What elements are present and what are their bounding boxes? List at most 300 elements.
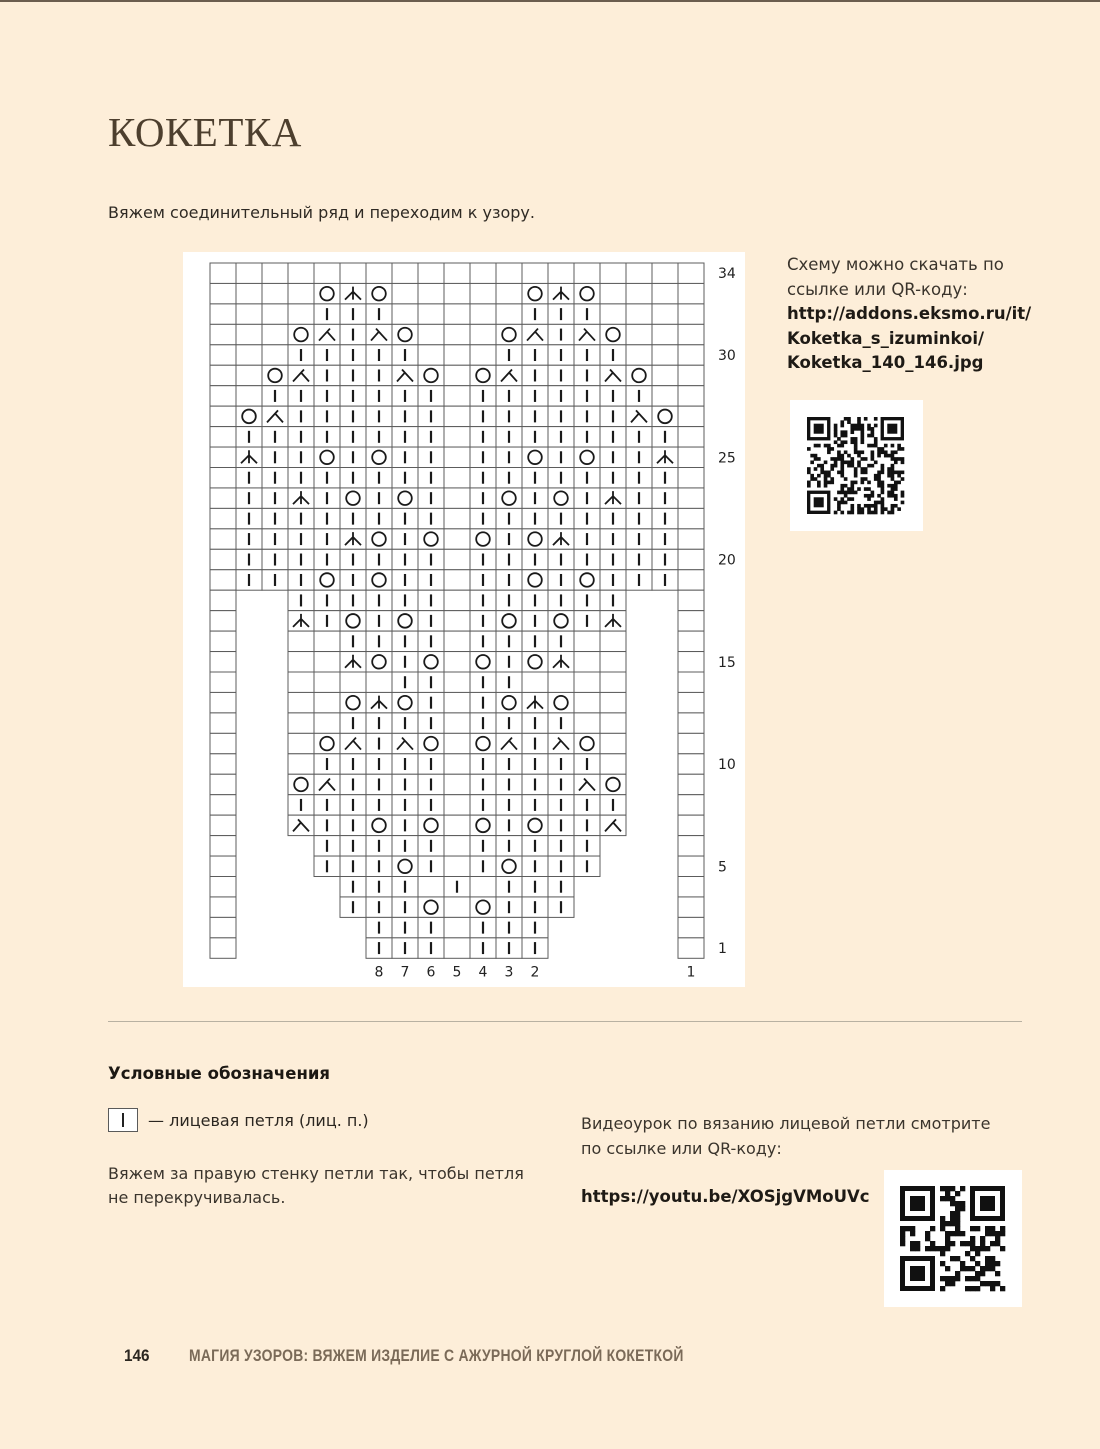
download-link-line-3[interactable]: Koketka_140_146.jpg <box>787 353 984 372</box>
chart-cell <box>496 733 522 753</box>
qr-module <box>955 1226 960 1231</box>
qr-module <box>861 430 865 434</box>
page-title: КОКЕТКА <box>108 109 302 155</box>
qr-module <box>950 1201 955 1206</box>
qr-module <box>824 474 828 478</box>
qr-module <box>891 454 895 458</box>
download-link-line-2[interactable]: Koketka_s_izuminkoi/ <box>787 328 985 348</box>
qr-module <box>840 474 844 478</box>
chart-cell <box>236 263 262 283</box>
qr-module <box>990 1256 995 1261</box>
chart-cell <box>418 304 444 324</box>
chart-cell <box>392 365 418 385</box>
chart-cell <box>574 263 600 283</box>
qr-module <box>814 424 824 434</box>
chart-cell <box>574 324 600 344</box>
qr-module <box>960 1241 965 1246</box>
chart-cell <box>210 815 236 835</box>
chart-cell <box>210 468 236 488</box>
chart-cell <box>522 263 548 283</box>
qr-module <box>861 511 865 515</box>
chart-cell <box>210 652 236 672</box>
chart-cell <box>444 406 470 426</box>
qr-module <box>887 471 891 475</box>
chart-cell <box>340 733 366 753</box>
qr-module <box>910 1196 925 1211</box>
qr-module <box>940 1276 945 1281</box>
qr-module <box>844 440 848 444</box>
qr-module <box>834 460 838 464</box>
chart-cell <box>314 692 340 712</box>
qr-module <box>810 477 814 481</box>
qr-module <box>850 511 854 515</box>
chart-cell <box>444 897 470 917</box>
qr-module <box>857 450 861 454</box>
qr-module <box>854 491 858 495</box>
qr-module <box>891 464 895 468</box>
qr-code-download-icon <box>790 400 923 531</box>
chart-cell <box>288 283 314 303</box>
qr-module <box>820 467 824 471</box>
qr-module <box>985 1231 990 1236</box>
chart-cell <box>210 508 236 528</box>
chart-cell <box>522 324 548 344</box>
qr-module <box>925 1231 930 1236</box>
qr-module <box>854 481 858 485</box>
qr-code-icon[interactable] <box>884 1170 1022 1307</box>
qr-module <box>827 450 831 454</box>
chart-cell <box>314 263 340 283</box>
qr-module <box>891 491 895 495</box>
download-text-line-1: Схему можно скачать по <box>787 255 1004 274</box>
qr-module <box>824 460 828 464</box>
qr-module <box>867 494 871 498</box>
chart-cell <box>444 917 470 937</box>
chart-cell <box>678 856 704 876</box>
qr-module <box>877 481 881 485</box>
chart-cell <box>600 672 626 692</box>
qr-module <box>950 1186 955 1191</box>
chart-cell <box>210 549 236 569</box>
qr-module <box>847 491 851 495</box>
chart-cell <box>236 386 262 406</box>
legend-note-line-2: не перекручивалась. <box>108 1188 286 1207</box>
qr-module <box>965 1251 970 1256</box>
qr-module <box>891 511 895 515</box>
qr-module <box>857 511 861 515</box>
chart-cell <box>600 733 626 753</box>
qr-module <box>817 474 821 478</box>
chart-cell <box>470 283 496 303</box>
qr-module <box>894 494 898 498</box>
qr-module <box>837 450 841 454</box>
qr-module <box>897 507 901 511</box>
qr-module <box>945 1236 950 1241</box>
qr-module <box>871 454 875 458</box>
chart-cell <box>678 815 704 835</box>
qr-module <box>940 1251 945 1256</box>
chart-cell <box>444 488 470 508</box>
qr-module <box>965 1276 970 1281</box>
video-link[interactable]: https://youtu.be/XOSjgVMoUVc <box>581 1187 870 1206</box>
qr-module <box>861 481 865 485</box>
chart-cell <box>626 304 652 324</box>
chart-cell <box>210 897 236 917</box>
chart-cell <box>210 836 236 856</box>
chart-cell <box>652 345 678 365</box>
qr-module <box>990 1226 995 1231</box>
qr-module <box>820 464 824 468</box>
qr-module <box>864 477 868 481</box>
qr-module <box>864 417 868 421</box>
qr-module <box>1000 1226 1005 1231</box>
chart-cell <box>210 754 236 774</box>
qr-module <box>894 457 898 461</box>
qr-module <box>960 1261 965 1266</box>
qr-module <box>884 454 888 458</box>
qr-module <box>1000 1286 1005 1291</box>
qr-module <box>877 471 881 475</box>
chart-cell <box>444 631 470 651</box>
qr-module <box>840 467 844 471</box>
chart-cell <box>678 263 704 283</box>
qr-module <box>850 437 854 441</box>
chart-cell <box>600 283 626 303</box>
qr-module <box>840 444 844 448</box>
chart-cell <box>366 324 392 344</box>
qr-module <box>950 1211 955 1216</box>
chart-cell <box>288 652 314 672</box>
qr-module <box>840 487 844 491</box>
qr-module <box>960 1201 965 1206</box>
chart-cell <box>626 345 652 365</box>
qr-module <box>854 444 858 448</box>
chart-cell <box>210 488 236 508</box>
chart-cell <box>210 529 236 549</box>
qr-module <box>881 497 885 501</box>
qr-module <box>820 471 824 475</box>
qr-module <box>945 1191 950 1196</box>
column-number-label: 5 <box>452 964 462 981</box>
chart-cell <box>444 733 470 753</box>
download-link-line-1[interactable]: http://addons.eksmo.ru/it/ <box>787 304 1032 323</box>
qr-module <box>901 471 905 475</box>
qr-module <box>975 1276 980 1281</box>
chart-cell <box>470 877 496 897</box>
qr-module <box>960 1206 965 1211</box>
chart-cell <box>210 938 236 958</box>
qr-module <box>990 1286 995 1291</box>
legend-title: Условные обозначения <box>108 1064 331 1083</box>
chart-cell <box>314 774 340 794</box>
qr-module <box>850 440 854 444</box>
qr-module <box>874 424 878 428</box>
qr-module <box>874 444 878 448</box>
qr-module <box>881 447 885 451</box>
qr-module <box>807 471 811 475</box>
chart-cell <box>210 263 236 283</box>
qr-module <box>975 1286 980 1291</box>
qr-module <box>871 504 875 508</box>
chart-cell <box>678 692 704 712</box>
chart-cell <box>262 406 288 426</box>
video-text-line-2: по ссылке или QR-коду: <box>581 1138 782 1158</box>
chart-cell <box>444 815 470 835</box>
qr-module <box>965 1286 970 1291</box>
qr-module <box>970 1241 975 1246</box>
qr-module <box>864 467 868 471</box>
qr-module <box>844 450 848 454</box>
qr-module <box>897 471 901 475</box>
chart-cell <box>210 283 236 303</box>
qr-module <box>850 504 854 508</box>
qr-module <box>861 450 865 454</box>
qr-module <box>897 447 901 451</box>
qr-module <box>891 487 895 491</box>
qr-module <box>985 1266 990 1271</box>
qr-module <box>905 1226 910 1231</box>
chart-cell <box>288 304 314 324</box>
chart-cell <box>210 447 236 467</box>
qr-module <box>960 1186 965 1191</box>
qr-module <box>827 471 831 475</box>
qr-code-video-icon <box>884 1170 1022 1307</box>
chart-cell <box>678 836 704 856</box>
qr-module <box>857 507 861 511</box>
chart-cell <box>366 263 392 283</box>
qr-module <box>901 460 905 464</box>
qr-module <box>894 471 898 475</box>
qr-module <box>891 471 895 475</box>
qr-module <box>897 481 901 485</box>
qr-module <box>844 484 848 488</box>
row-number-label: 34 <box>718 266 736 283</box>
column-number-label: 4 <box>478 964 488 981</box>
qr-module <box>950 1256 955 1261</box>
chart-cell <box>600 631 626 651</box>
qr-module <box>871 457 875 461</box>
chart-cell <box>678 897 704 917</box>
qr-module <box>847 417 851 421</box>
chart-cell <box>210 590 236 610</box>
qr-module <box>814 477 818 481</box>
qr-module <box>861 440 865 444</box>
qr-module <box>834 440 838 444</box>
chart-cell <box>496 365 522 385</box>
qr-module <box>894 504 898 508</box>
qr-module <box>970 1236 975 1241</box>
qr-module <box>950 1231 955 1236</box>
qr-module <box>945 1281 950 1286</box>
qr-module <box>857 487 861 491</box>
column-number-label: 7 <box>400 964 410 981</box>
qr-module <box>887 424 897 434</box>
qr-module <box>930 1226 935 1231</box>
qr-module <box>915 1241 920 1246</box>
qr-module <box>867 511 871 515</box>
qr-module <box>861 477 865 481</box>
qr-module <box>950 1196 955 1201</box>
chart-cell <box>262 345 288 365</box>
qr-module <box>1000 1246 1005 1251</box>
qr-module <box>901 477 905 481</box>
chart-cell <box>574 672 600 692</box>
column-number-label: 3 <box>504 964 514 981</box>
qr-module <box>834 511 838 515</box>
qr-module <box>900 1226 905 1231</box>
qr-module <box>884 450 888 454</box>
legend-note-line-1: Вяжем за правую стенку петли так, чтобы петля <box>108 1164 524 1183</box>
qr-module <box>881 467 885 471</box>
qr-module <box>877 477 881 481</box>
qr-module <box>881 471 885 475</box>
qr-module <box>897 444 901 448</box>
qr-module <box>950 1281 955 1286</box>
qr-module <box>894 487 898 491</box>
qr-module <box>955 1256 960 1261</box>
chart-cell <box>678 365 704 385</box>
qr-module <box>940 1286 945 1291</box>
qr-module <box>854 467 858 471</box>
qr-module <box>861 434 865 438</box>
qr-module <box>940 1226 945 1231</box>
qr-module <box>830 447 834 451</box>
qr-module <box>955 1191 960 1196</box>
qr-module <box>990 1241 995 1246</box>
qr-module <box>877 501 881 505</box>
qr-module <box>847 511 851 515</box>
qr-module <box>840 511 844 515</box>
qr-module <box>980 1196 995 1211</box>
column-number-label: 1 <box>686 964 696 981</box>
intro-text: Вяжем соединительный ряд и переходим к узору. <box>108 203 535 222</box>
row-number-label: 30 <box>718 348 736 365</box>
chart-cell <box>652 386 678 406</box>
qr-module <box>837 457 841 461</box>
qr-module <box>891 494 895 498</box>
qr-module <box>874 437 878 441</box>
qr-module <box>975 1271 980 1276</box>
qr-module <box>840 454 844 458</box>
qr-module <box>877 447 881 451</box>
chart-cell <box>600 815 626 835</box>
chart-cell <box>444 283 470 303</box>
qr-module <box>884 507 888 511</box>
qr-module <box>881 511 885 515</box>
qr-module <box>975 1246 980 1251</box>
qr-module <box>847 464 851 468</box>
qr-module <box>850 491 854 495</box>
chart-cell <box>678 529 704 549</box>
chart-cell <box>444 795 470 815</box>
chart-cell <box>210 733 236 753</box>
chart-cell <box>678 631 704 651</box>
qr-module <box>814 467 818 471</box>
qr-module <box>935 1246 940 1251</box>
qr-module <box>901 457 905 461</box>
qr-module <box>810 460 814 464</box>
qr-module <box>901 447 905 451</box>
chart-cell <box>626 263 652 283</box>
qr-module <box>877 474 881 478</box>
qr-module <box>985 1261 990 1266</box>
chart-cell <box>678 508 704 528</box>
qr-module <box>840 457 844 461</box>
qr-module <box>887 511 891 515</box>
qr-module <box>881 464 885 468</box>
qr-module <box>871 444 875 448</box>
qr-module <box>857 504 861 508</box>
qr-module <box>980 1281 985 1286</box>
qr-module <box>894 481 898 485</box>
chart-cell <box>444 263 470 283</box>
qr-module <box>864 487 868 491</box>
qr-module <box>850 464 854 468</box>
qr-module <box>850 487 854 491</box>
chart-cell <box>600 692 626 712</box>
qr-module <box>970 1266 975 1271</box>
chart-cell <box>678 611 704 631</box>
qr-module <box>850 507 854 511</box>
qr-module <box>857 454 861 458</box>
qr-module <box>955 1216 960 1221</box>
qr-module <box>874 460 878 464</box>
qr-module <box>854 440 858 444</box>
chart-cell <box>288 733 314 753</box>
qr-module <box>940 1261 945 1266</box>
chart-cell <box>626 406 652 426</box>
qr-module <box>840 420 844 424</box>
chart-cell <box>314 713 340 733</box>
qr-module <box>861 427 865 431</box>
qr-module <box>847 497 851 501</box>
qr-module <box>995 1241 1000 1246</box>
qr-module <box>881 491 885 495</box>
chart-cell <box>210 304 236 324</box>
qr-module <box>850 481 854 485</box>
qr-module <box>881 450 885 454</box>
qr-module <box>950 1276 955 1281</box>
chart-cell <box>444 754 470 774</box>
qr-module <box>834 457 838 461</box>
chart-cell <box>418 345 444 365</box>
qr-module <box>955 1276 960 1281</box>
chart-cell <box>210 795 236 815</box>
qr-module <box>867 504 871 508</box>
qr-module <box>881 487 885 491</box>
legend-item-knit <box>108 1108 369 1132</box>
qr-module <box>814 454 818 458</box>
row-number-label: 15 <box>718 654 736 671</box>
chart-cell <box>210 877 236 897</box>
chart-cell <box>678 652 704 672</box>
qr-module <box>830 457 834 461</box>
qr-module <box>995 1271 1000 1276</box>
chart-cell <box>522 672 548 692</box>
qr-module <box>891 444 895 448</box>
qr-code-icon[interactable] <box>790 400 923 531</box>
chart-cell <box>652 263 678 283</box>
qr-module <box>894 484 898 488</box>
chart-cell <box>288 263 314 283</box>
legend-note <box>108 1162 558 1210</box>
qr-module <box>871 491 875 495</box>
qr-module <box>844 501 848 505</box>
qr-module <box>945 1276 950 1281</box>
chart-cell <box>314 631 340 651</box>
qr-module <box>867 424 871 428</box>
chart-cell <box>470 345 496 365</box>
